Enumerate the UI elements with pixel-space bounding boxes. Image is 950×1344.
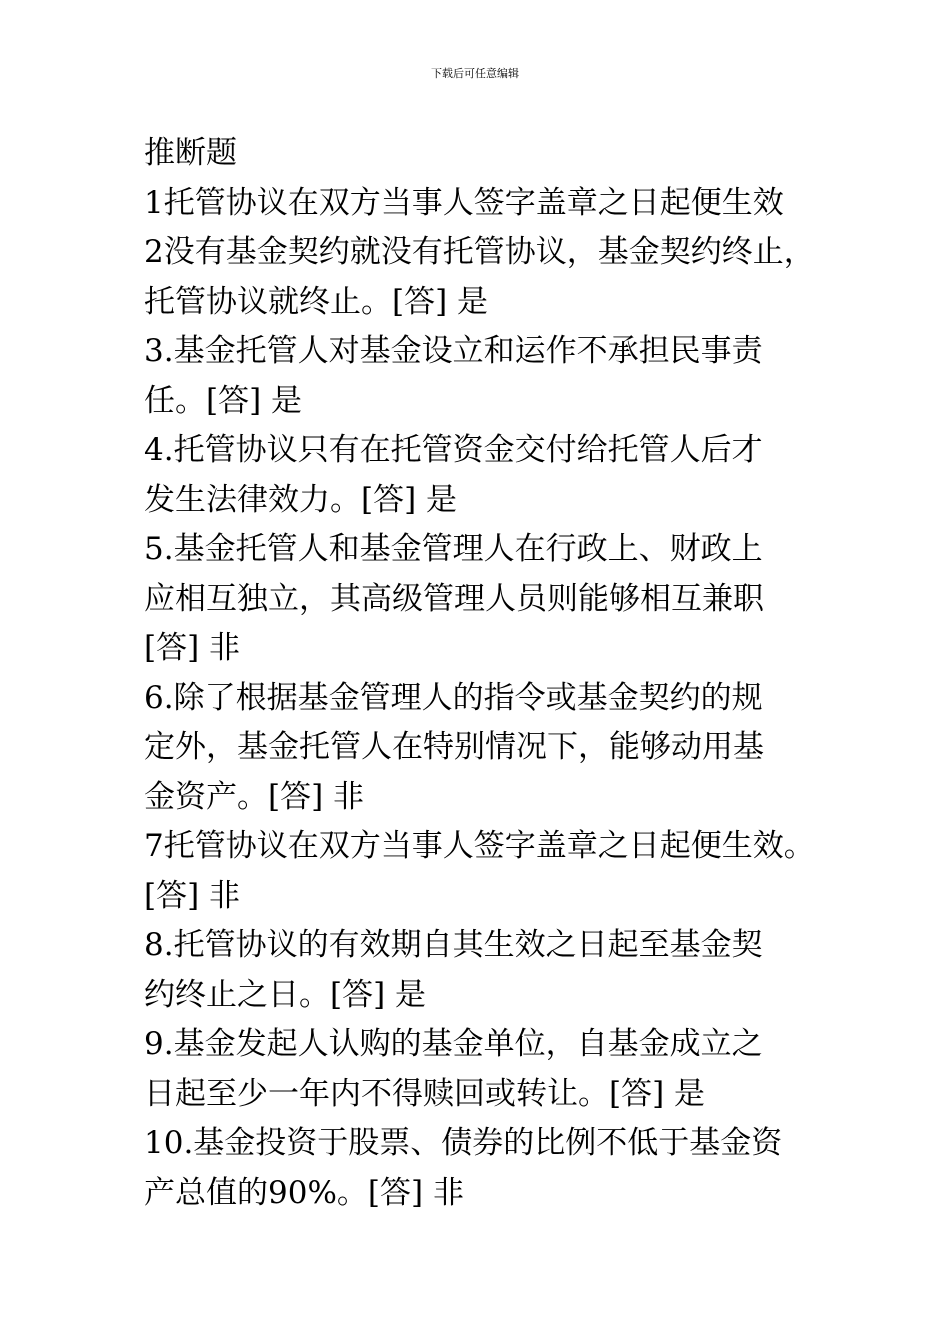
text-line: 10.基金投资于股票、债券的比例不低于基金资 bbox=[144, 1125, 783, 1161]
text-line: [答] 非 bbox=[144, 630, 241, 666]
text-line: 产总值的90%。[答] 非 bbox=[144, 1174, 464, 1211]
text-line: 任。[答] 是 bbox=[144, 382, 303, 419]
text-line: 日起至少一年内不得赎回或转让。[答] 是 bbox=[144, 1075, 706, 1112]
text-line: 8.托管协议的有效期自其生效之日起至基金契 bbox=[144, 927, 763, 963]
text-line: 5.基金托管人和基金管理人在行政上、财政上 bbox=[144, 531, 763, 567]
text-line: 发生法律效力。[答] 是 bbox=[144, 481, 458, 518]
section-title: 推断题 bbox=[144, 135, 237, 171]
text-line: 2没有基金契约就没有托管协议，基金契约终止， bbox=[144, 234, 815, 270]
text-line: 应相互独立，其高级管理人员则能够相互兼职 bbox=[144, 580, 764, 617]
text-line: 3.基金托管人对基金设立和运作不承担民事责 bbox=[144, 333, 763, 369]
text-line: 4.托管协议只有在托管资金交付给托管人后才 bbox=[144, 432, 763, 468]
text-line: 托管协议就终止。[答] 是 bbox=[144, 283, 489, 320]
page-header: 下载后可任意编辑 bbox=[431, 67, 519, 80]
document-body bbox=[144, 129, 844, 1218]
text-line: 金资产。[答] 非 bbox=[144, 778, 365, 815]
text-line: 7托管协议在双方当事人签字盖章之日起便生效。 bbox=[144, 828, 815, 864]
text-line: 6.除了根据基金管理人的指令或基金契约的规 bbox=[144, 679, 763, 716]
text-line: 1托管协议在双方当事人签字盖章之日起便生效 bbox=[144, 184, 784, 221]
text-line: [答] 非 bbox=[144, 877, 241, 914]
text-line: 9.基金发起人认购的基金单位，自基金成立之 bbox=[144, 1026, 763, 1062]
text-line: 定外，基金托管人在特别情况下，能够动用基 bbox=[144, 729, 764, 765]
text-line: 约终止之日。[答] 是 bbox=[144, 976, 427, 1013]
